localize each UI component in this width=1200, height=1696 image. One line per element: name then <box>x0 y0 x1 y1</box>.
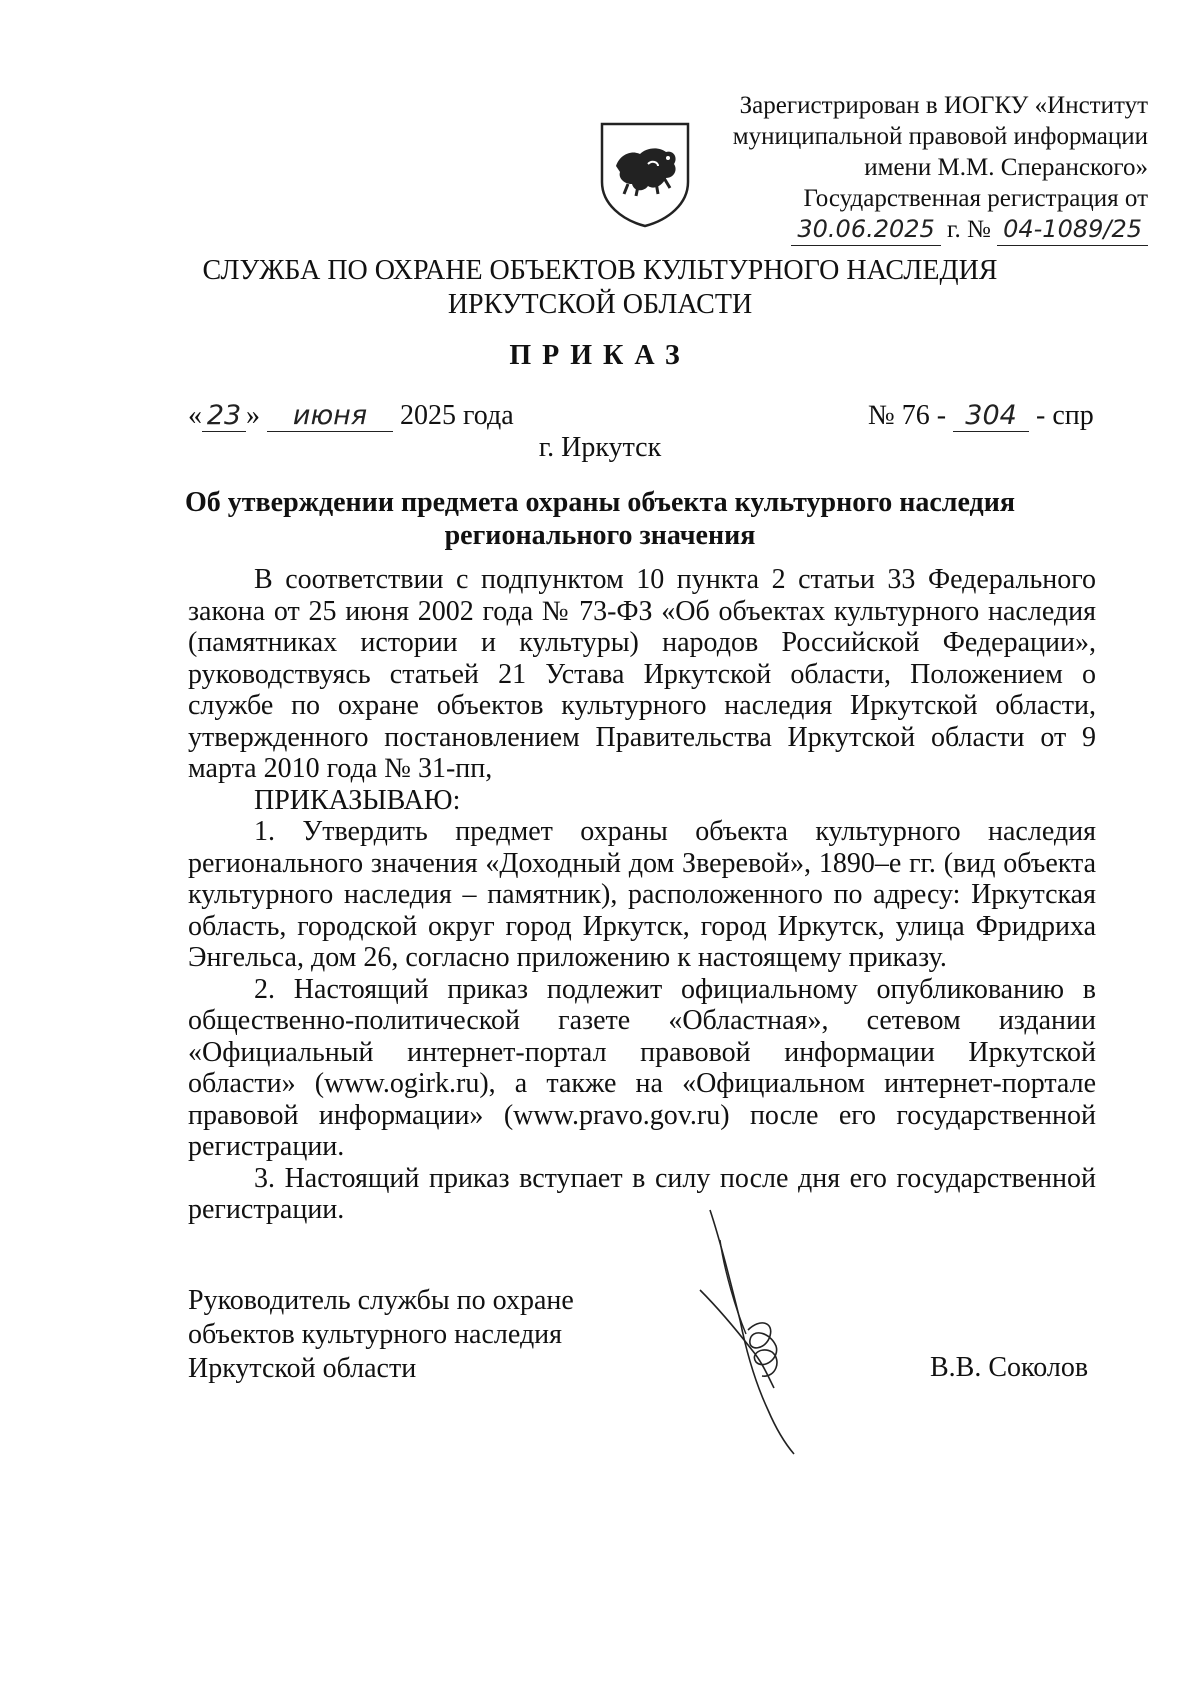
document-city: г. Иркутск <box>538 432 662 463</box>
date-month: июня <box>267 400 393 432</box>
registration-line: имени М.М. Сперанского» <box>864 154 1148 181</box>
registration-number: 04-1089/25 <box>997 214 1148 246</box>
document-title-line2: регионального значения <box>444 520 756 551</box>
date-open-quote: « <box>188 400 202 431</box>
document-type: ПРИКАЗ <box>509 340 691 371</box>
registration-number-prefix: г. № <box>947 216 991 243</box>
document-body <box>188 564 1096 1226</box>
order-item-3: 3. Настоящий приказ вступает в силу после дня его государственной регистрации. <box>188 1162 1096 1225</box>
document-number <box>868 400 1094 432</box>
order-word: ПРИКАЗЫВАЮ: <box>254 784 461 816</box>
registration-line: Государственная регистрация от <box>803 185 1148 212</box>
registration-date: 30.06.2025 <box>791 214 940 246</box>
date-year: 2025 года <box>400 400 514 431</box>
registration-date-line <box>700 214 1148 246</box>
preamble-paragraph: В соответствии с подпунктом 10 пункта 2 статьи 33 Федерального закона от 25 июня 2002 года № 73-ФЗ «Об объектах культурного наследия (памятниках истории и культуры) народов Российской Федерации», руководствуясь статьей 21 Устава Иркутской области, Положением о службе по охране объектов культурного наследия Иркутской области, утвержденного постановлением Правительства Иркутской области от 9 марта 2010 года № 31-пп, <box>188 564 1096 784</box>
document-title-line1: Об утверждении предмета охраны объекта культурного наследия <box>185 487 1015 518</box>
signatory-title-line3: Иркутской области <box>188 1353 417 1384</box>
handwritten-signature-icon <box>690 1200 850 1460</box>
registration-line: муниципальной правовой информации <box>732 123 1148 150</box>
order-item-1: 1. Утвердить предмет охраны объекта культурного наследия регионального значения «Доходный дом Зверевой», 1890–е гг. (вид объекта культурного наследия – памятник), расположенного по адресу: Иркутская область, городской округ город Иркутск, город Иркутск, улица Фридриха Энгельса, дом 26, согласно приложению к настоящему приказу. <box>188 816 1096 973</box>
document-date <box>188 400 514 432</box>
signatory-name: В.В. Соколов <box>930 1352 1089 1383</box>
number-prefix: № 76 - <box>868 400 947 431</box>
registration-line: Зарегистрирован в ИОГКУ «Институт <box>739 92 1148 119</box>
organization-name-line1: СЛУЖБА ПО ОХРАНЕ ОБЪЕКТОВ КУЛЬТУРНОГО НАСЛЕДИЯ <box>202 255 998 286</box>
number-suffix: - спр <box>1036 400 1094 431</box>
number-value: 304 <box>953 400 1029 432</box>
date-close-quote: » <box>246 400 260 431</box>
order-item-2: 2. Настоящий приказ подлежит официальному опубликованию в общественно-политической газете «Областная», сетевом издании «Официальный интернет-портал правовой информации Иркутской области» (www.ogirk.ru), а также на «Официальном интернет-портале правовой информации» (www.pravo.gov.ru) после его государственной регистрации. <box>188 973 1096 1162</box>
coat-of-arms-icon <box>598 120 692 228</box>
document-title <box>150 486 1050 552</box>
registration-block <box>700 90 1148 246</box>
signatory-title-line2: объектов культурного наследия <box>188 1319 563 1350</box>
signatory-title-line1: Руководитель службы по охране <box>188 1285 574 1316</box>
date-day: 23 <box>202 400 246 432</box>
organization-header <box>0 254 1200 322</box>
signatory-title <box>188 1284 574 1386</box>
organization-name-line2: ИРКУТСКОЙ ОБЛАСТИ <box>447 289 753 320</box>
